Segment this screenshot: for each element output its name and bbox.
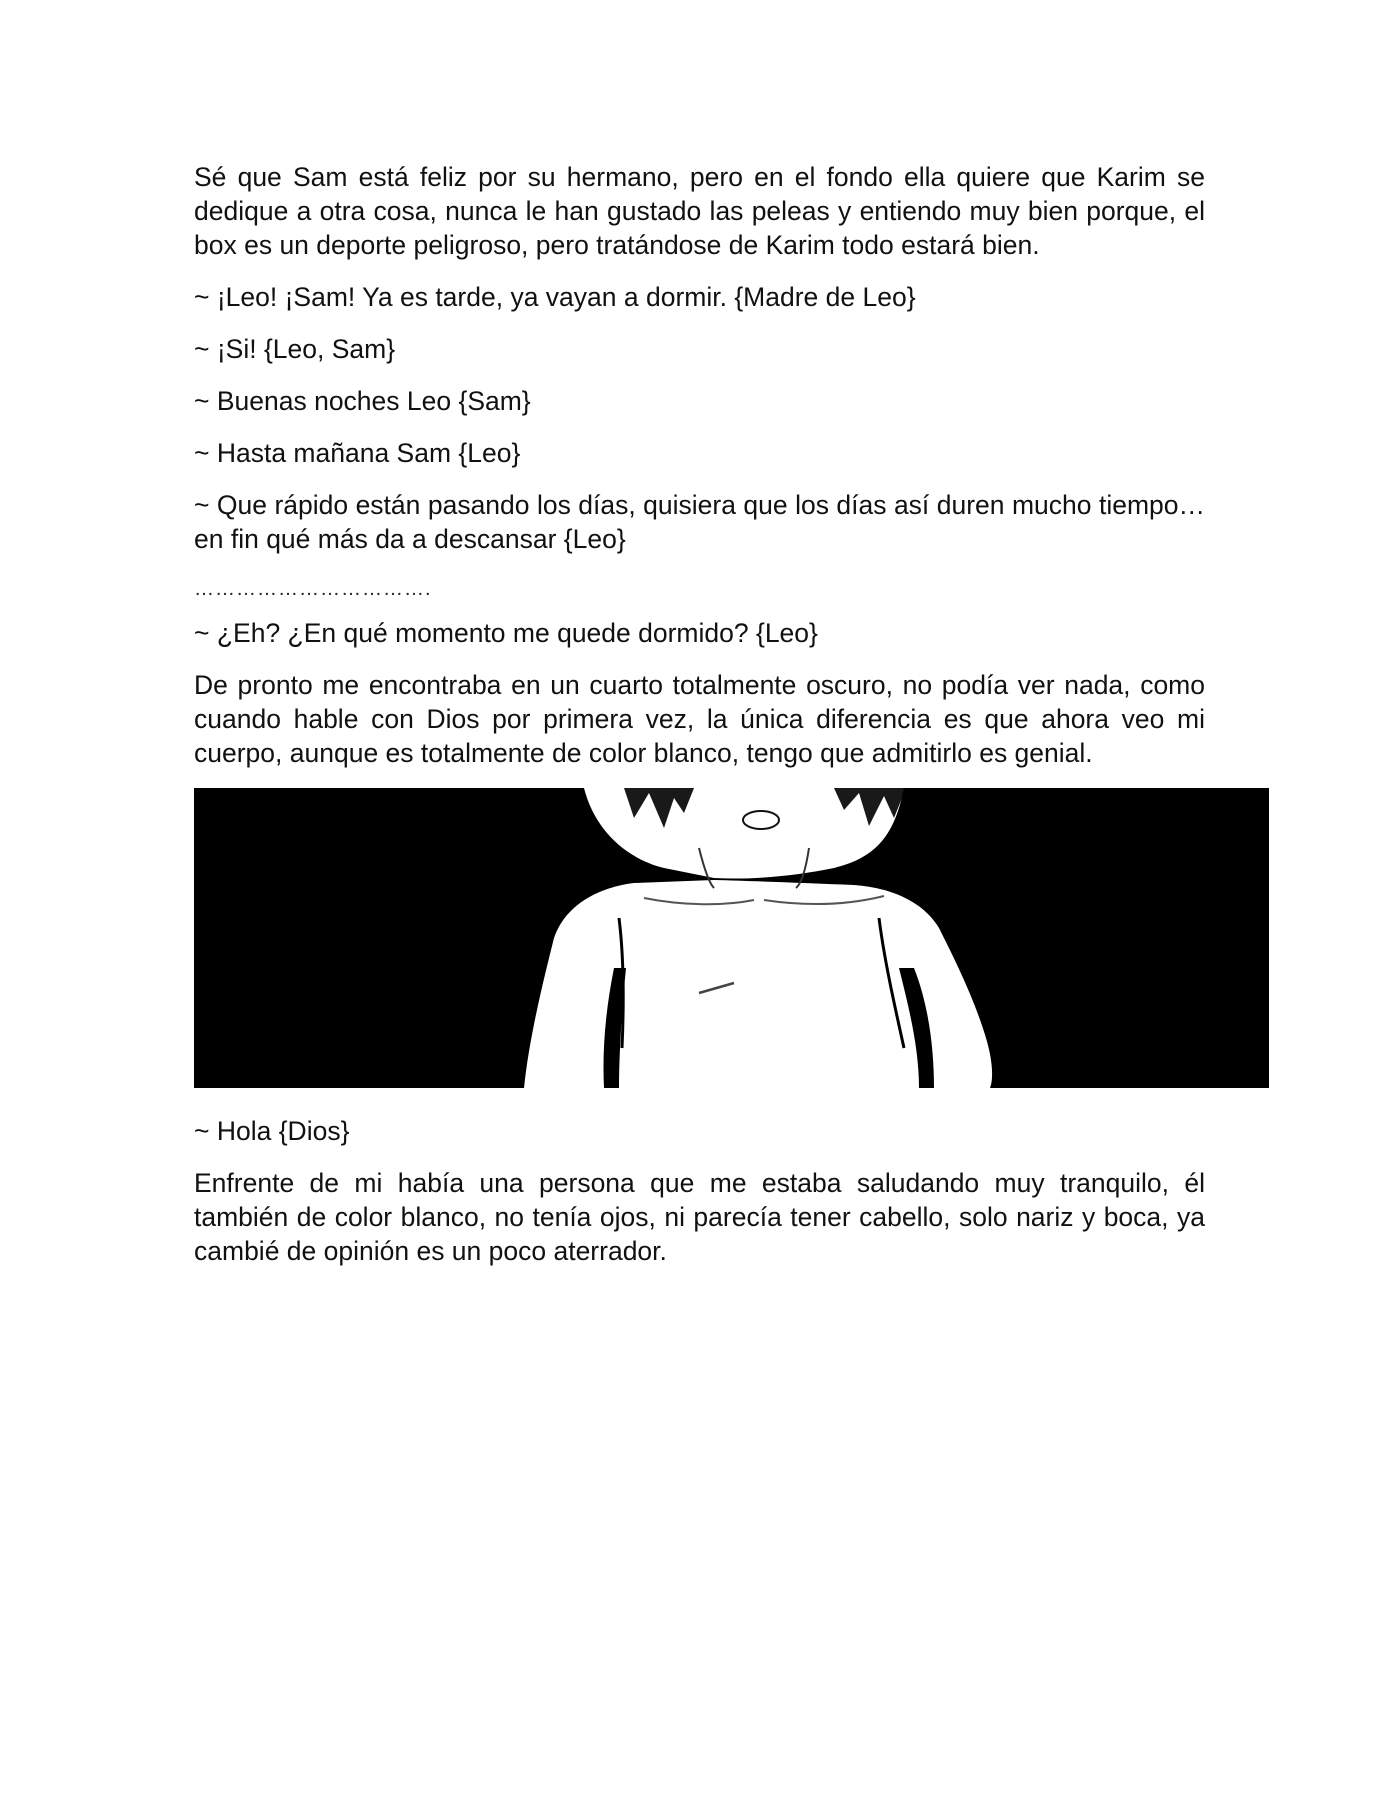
manga-body-icon [194,788,1269,1088]
paragraph-sam-brother: Sé que Sam está feliz por su hermano, pero en el fondo ella quiere que Karim se dedique a otra cosa, nunca le han gustado las peleas y entiendo muy bien porque, el box es un deporte peligroso, pero tratándose de Karim todo estará bien. [194,162,1205,260]
scene-break-dots: ……………………………. [194,578,432,600]
dialogue-leo-asleep: ~ ¿Eh? ¿En qué momento me quede dormido? {Leo} [194,618,818,648]
dialogue-sam: ~ Buenas noches Leo {Sam} [194,386,531,416]
dialogue-dios: ~ Hola {Dios} [194,1116,350,1146]
paragraph-dark-room: De pronto me encontraba en un cuarto totalmente oscuro, no podía ver nada, como cuando hable con Dios por primera vez, la única diferencia es que ahora veo mi cuerpo, aunque es totalmente de color blanco, tengo que admitirlo es genial. [194,670,1205,768]
dialogue-leo-sam: ~ ¡Si! {Leo, Sam} [194,334,396,364]
text-after-figure [194,1114,1205,1268]
document-page [194,160,1205,1286]
dialogue-leo-days: ~ Que rápido están pasando los días, quisiera que los días así duren mucho tiempo… en fin qué más da a descansar {Leo} [194,490,1205,554]
dialogue-mother: ~ ¡Leo! ¡Sam! Ya es tarde, ya vayan a dormir. {Madre de Leo} [194,282,916,312]
text-before-figure [194,160,1205,770]
paragraph-person-description: Enfrente de mi había una persona que me estaba saludando muy tranquilo, él también de color blanco, no tenía ojos, ni parecía tener cabello, solo nariz y boca, ya cambié de opinión es un poco aterrador. [194,1168,1205,1266]
manga-body-illustration [194,788,1269,1088]
dialogue-leo-goodnight: ~ Hasta mañana Sam {Leo} [194,438,521,468]
